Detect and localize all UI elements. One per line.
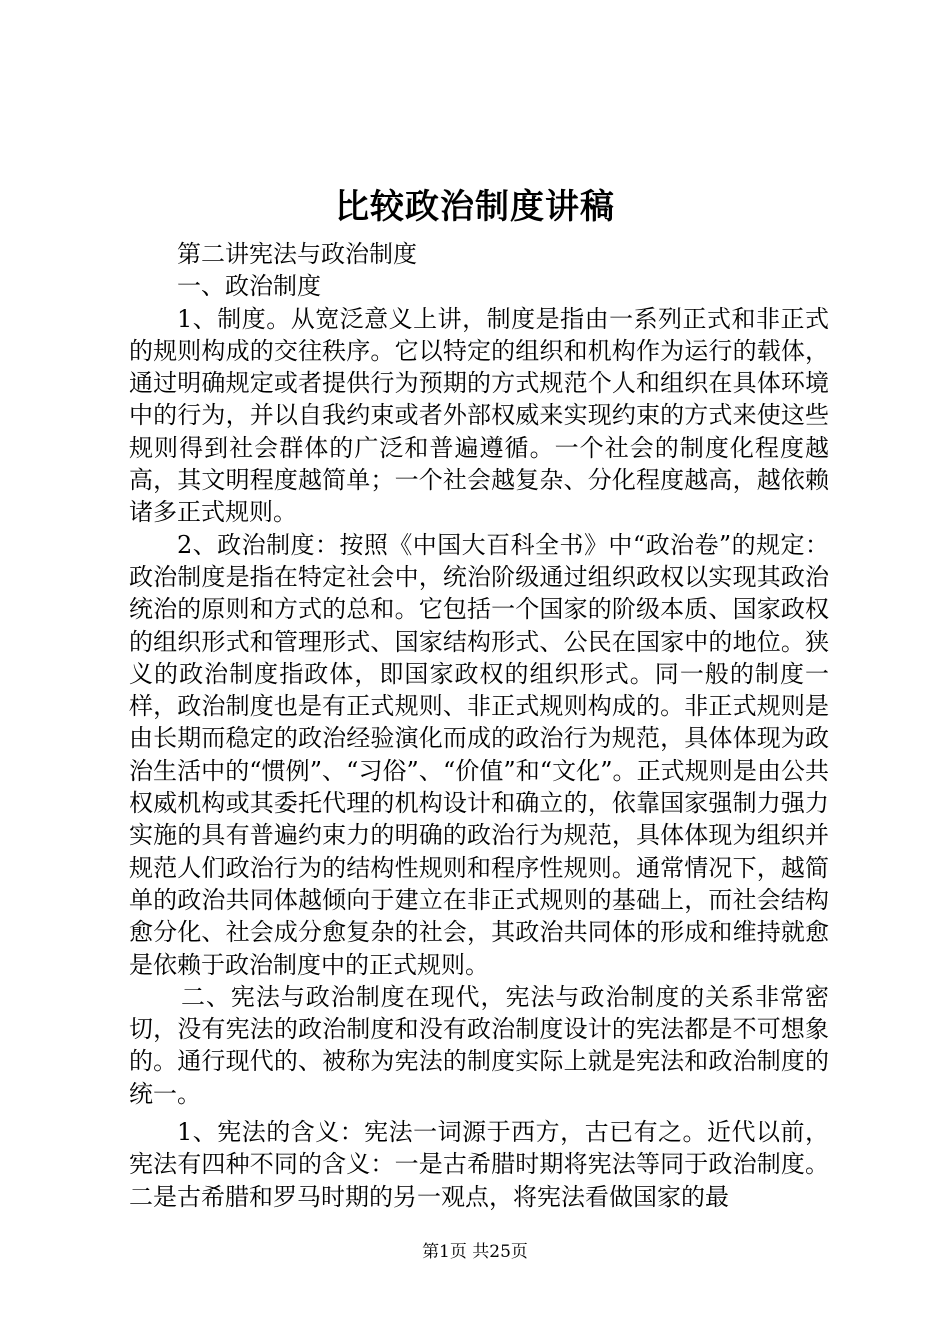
paragraph-constitution-and-system: 二、宪法与政治制度在现代，宪法与政治制度的关系非常密切，没有宪法的政治制度和没有政治制度设计的宪法都是不可想象的。通行现代的、被称为宪法的制度实际上就是宪法和政治制度的统一。: [129, 982, 829, 1108]
paragraph-institution: 1、制度。从宽泛意义上讲，制度是指由一系列正式和非正式的规则构成的交往秩序。它以特定的组织和机构作为运行的载体，通过明确规定或者提供行为预期的方式规范个人和组织在具体环境中的行为，并以自我约束或者外部权威来实现约束的方式来使这些规则得到社会群体的广泛和普遍遵循。一个社会的制度化程度越高，其文明程度越简单；一个社会越复杂、分化程度越高，越依赖诸多正式规则。: [129, 304, 829, 527]
section-heading: 第二讲宪法与政治制度: [177, 240, 417, 268]
document-title: 比较政治制度讲稿: [335, 187, 615, 227]
paragraph-constitution-meaning: 1、宪法的含义：宪法一词源于西方，古已有之。近代以前，宪法有四种不同的含义：一是古希腊时期将宪法等同于政治制度。二是古希腊和罗马时期的另一观点，将宪法看做国家的最: [129, 1118, 829, 1211]
document-body: [129, 238, 829, 1213]
page-footer: 第1页 共25页: [422, 1242, 528, 1262]
paragraph-political-system: 2、政治制度：按照《中国大百科全书》中“政治卷”的规定：政治制度是指在特定社会中，统治阶级通过组织政权以实现其政治统治的原则和方式的总和。它包括一个国家的阶级本质、国家政权的组织形式和管理形式、国家结构形式、公民在国家中的地位。狭义的政治制度指政体，即国家政权的组织形式。同一般的制度一样，政治制度也是有正式规则、非正式规则构成的。非正式规则是由长期而稳定的政治经验演化而成的政治行为规范，具体体现为政治生活中的“惯例”、“习俗”、“价值”和“文化”。正式规则是由公共权威机构或其委托代理的机构设计和确立的，依靠国家强制力强力实施的具有普遍约束力的明确的政治行为规范，具体体现为组织并规范人们政治行为的结构性规则和程序性规则。通常情况下，越简单的政治共同体越倾向于建立在非正式规则的基础上，而社会结构愈分化、社会成分愈复杂的社会，其政治共同体的形成和维持就愈是依赖于政治制度中的正式规则。: [129, 530, 829, 979]
subsection-heading: 一、政治制度: [177, 272, 321, 301]
